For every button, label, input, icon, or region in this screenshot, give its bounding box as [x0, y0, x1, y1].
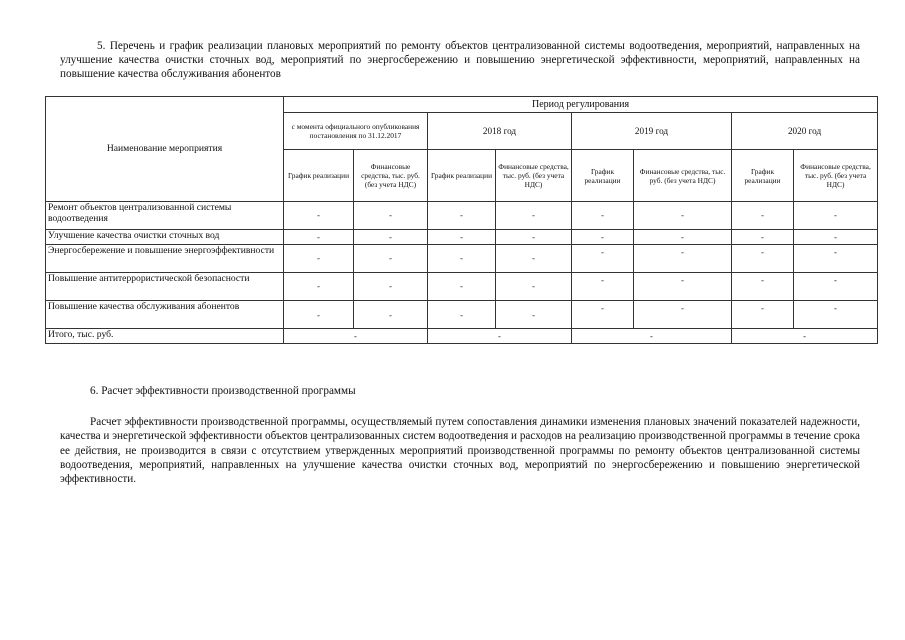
table-cell: - — [572, 244, 634, 272]
sub-header-finance: Финансовые средства, тыс. руб. (без учета НДС) — [634, 150, 732, 201]
row-name: Ремонт объектов централизованной системы водоотведения — [46, 201, 284, 229]
row-name: Повышение качества обслуживания абонентов — [46, 301, 284, 329]
total-cell: - — [732, 329, 878, 344]
table-row — [46, 201, 878, 229]
table-cell: - — [354, 272, 428, 300]
table-cell: - — [794, 272, 878, 300]
section-5-heading: 5. Перечень и график реализации плановых мероприятий по ремонту объектов централизованной системы водоотведения, мероприятий, направленных на улучшение качества очистки сточных вод, мероприятий по энергосбережению и повышению энергетической эффективности, мероприятий, направленных на повышение качества обслуживания абонентов — [60, 40, 860, 80]
table-cell: - — [572, 229, 634, 244]
table-cell: - — [496, 229, 572, 244]
table-cell: - — [354, 229, 428, 244]
table-cell: - — [732, 272, 794, 300]
table-cell: - — [634, 272, 732, 300]
table-cell: - — [354, 201, 428, 229]
table-cell: - — [572, 301, 634, 329]
period-header: 2020 год — [732, 112, 878, 150]
table-cell: - — [496, 244, 572, 272]
table-cell: - — [284, 201, 354, 229]
table-row — [46, 301, 878, 329]
table-cell: - — [732, 201, 794, 229]
table-cell: - — [428, 229, 496, 244]
section-6-heading: 6. Расчет эффективности производственной программы — [90, 385, 356, 397]
table-cell: - — [428, 201, 496, 229]
table-cell: - — [732, 229, 794, 244]
table-row — [46, 244, 878, 272]
table-cell: - — [284, 301, 354, 329]
total-cell: - — [572, 329, 732, 344]
table-cell: - — [284, 229, 354, 244]
row-name: Энергосбережение и повышение энергоэффективности — [46, 244, 284, 272]
row-name: Повышение антитеррористической безопасности — [46, 272, 284, 300]
total-cell: - — [428, 329, 572, 344]
sub-header-schedule: График реализации — [284, 150, 354, 201]
table-cell: - — [732, 301, 794, 329]
period-header: 2018 год — [428, 112, 572, 150]
table-cell: - — [634, 301, 732, 329]
section-6-paragraph: Расчет эффективности производственной программы, осуществляемый путем сопоставления динамики изменения плановых значений показателей надежности, качества и энергетической эффективности объектов централизованных систем водоотведения и расходов на реализацию производственной программы в течение срока ее действия, не производится в связи с отсутствием утвержденных мероприятий производственной программы по ремонту объектов централизованной системы водоотведения, мероприятий, направленных на улучшение качества очистки сточных вод, мероприятий по энергосбережению и повышению энергетической эффективности. — [60, 416, 860, 486]
table-cell: - — [496, 301, 572, 329]
period-header: с момента официального опубликования постановления по 31.12.2017 — [284, 112, 428, 150]
total-row — [46, 329, 878, 344]
table-cell: - — [572, 201, 634, 229]
sub-header-finance: Финансовые средства, тыс. руб. (без учета НДС) — [496, 150, 572, 201]
table-cell: - — [284, 244, 354, 272]
sub-header-schedule: График реализации — [428, 150, 496, 201]
col-header-name: Наименование мероприятия — [46, 97, 284, 202]
table-cell: - — [496, 201, 572, 229]
table-cell: - — [634, 244, 732, 272]
table-cell: - — [354, 244, 428, 272]
total-cell: - — [284, 329, 428, 344]
table-cell: - — [572, 272, 634, 300]
table-cell: - — [284, 272, 354, 300]
table-cell: - — [496, 272, 572, 300]
table-cell: - — [428, 244, 496, 272]
table-cell: - — [634, 229, 732, 244]
total-label: Итого, тыс. руб. — [46, 329, 284, 344]
table-row — [46, 272, 878, 300]
table-row — [46, 229, 878, 244]
table-cell: - — [428, 301, 496, 329]
table-cell: - — [794, 244, 878, 272]
table-cell: - — [794, 201, 878, 229]
col-header-period: Период регулирования — [284, 97, 878, 113]
row-name: Улучшение качества очистки сточных вод — [46, 229, 284, 244]
table-cell: - — [354, 301, 428, 329]
period-header: 2019 год — [572, 112, 732, 150]
sub-header-finance: Финансовые средства, тыс. руб. (без учета НДС) — [794, 150, 878, 201]
table-cell: - — [794, 301, 878, 329]
table-cell: - — [634, 201, 732, 229]
table-cell: - — [428, 272, 496, 300]
sub-header-schedule: График реализации — [732, 150, 794, 201]
sub-header-schedule: График реализации — [572, 150, 634, 201]
table-cell: - — [794, 229, 878, 244]
sub-header-finance: Финансовые средства, тыс. руб. (без учета НДС) — [354, 150, 428, 201]
table-cell: - — [732, 244, 794, 272]
plan-table — [45, 96, 878, 344]
